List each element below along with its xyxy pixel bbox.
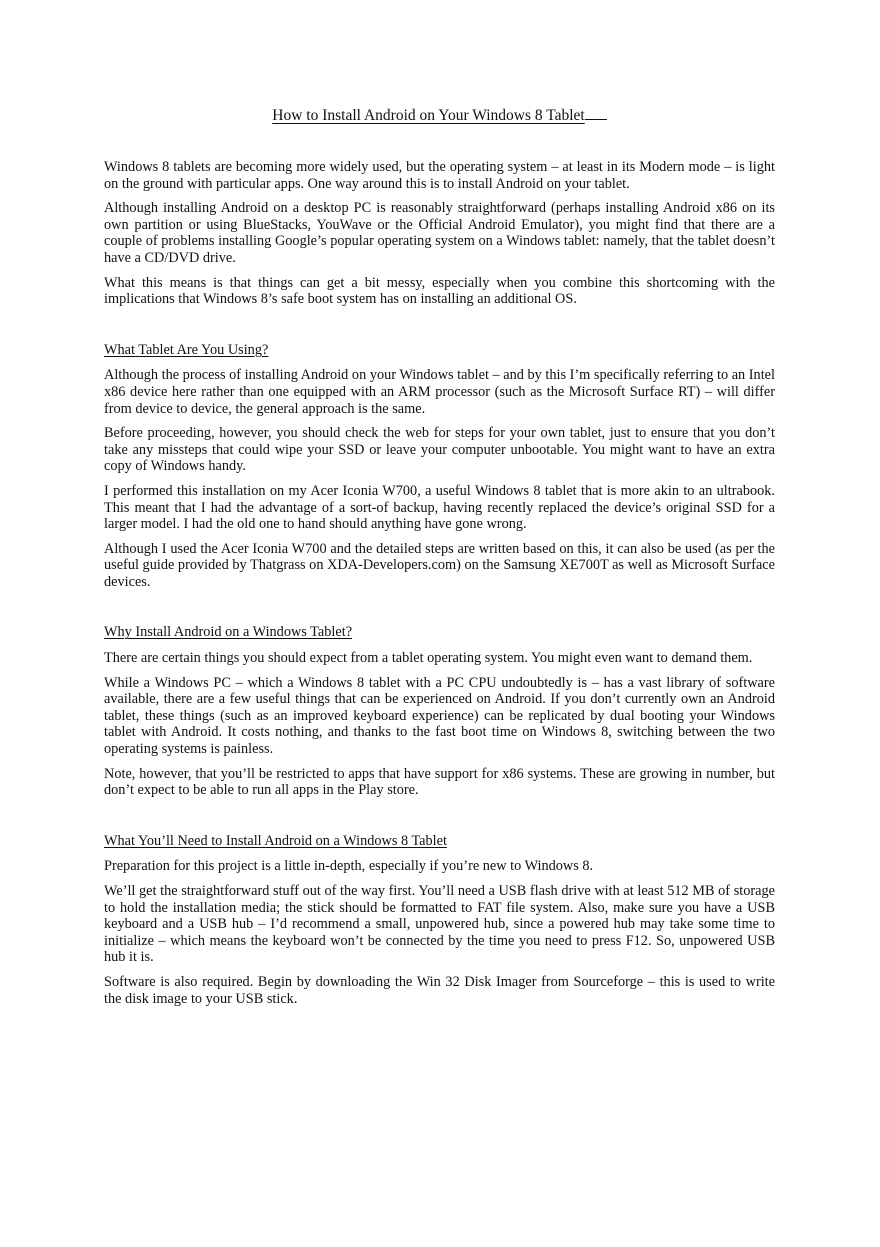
section-paragraph: Software is also required. Begin by downloading the Win 32 Disk Imager from Sourceforge – this is used to write the disk image to your USB stick.	[104, 973, 775, 1007]
document-title	[104, 104, 775, 127]
section-paragraph: Preparation for this project is a little in-depth, especially if you’re new to Windows 8.	[104, 858, 594, 875]
section-paragraph: There are certain things you should expect from a tablet operating system. You might even want to demand them.	[104, 650, 753, 667]
intro-paragraph: What this means is that things can get a bit messy, especially when you combine this shortcoming with the implications that Windows 8’s safe boot system has on installing an additional OS.	[104, 274, 775, 308]
section-paragraph: Although the process of installing Android on your Windows tablet – and by this I’m specifically referring to an Intel x86 device here rather than one equipped with an ARM processor (such as the Microsoft Surface RT) – will differ from device to device, the general approach is the same.	[104, 367, 775, 417]
document-title-text: How to Install Android on Your Windows 8 Tablet	[272, 107, 585, 124]
title-underline-trail	[585, 104, 607, 120]
section-why-install	[104, 624, 775, 798]
section-heading: What Tablet Are You Using?	[104, 341, 269, 358]
section-paragraph: Before proceeding, however, you should check the web for steps for your own tablet, just to ensure that you don’t take any missteps that could wipe your SSD or leave your computer unbootable. You might want to have an extra copy of Windows handy.	[104, 425, 775, 475]
section-paragraph: Although I used the Acer Iconia W700 and the detailed steps are written based on this, it can also be used (as per the useful guide provided by Thatgrass on XDA-Developers.com) on the Samsung XE700T as well as Microsoft Surface devices.	[104, 540, 775, 590]
section-paragraph: Note, however, that you’ll be restricted to apps that have support for x86 systems. These are growing in number, but don’t expect to be able to run all apps in the Play store.	[104, 765, 775, 799]
intro-paragraph: Windows 8 tablets are becoming more widely used, but the operating system – at least in its Modern mode – is light on the ground with particular apps. One way around this is to install Android on your tablet.	[104, 159, 775, 192]
intro-section	[104, 159, 775, 308]
section-heading: What You’ll Need to Install Android on a Windows 8 Tablet	[104, 832, 447, 849]
section-paragraph: While a Windows PC – which a Windows 8 tablet with a PC CPU undoubtedly is – has a vast library of software available, there are a few useful things that can be experienced on Android. If you don’t currently own an Android tablet, these things (such as an improved keyboard experience) can be replicated by dual booting your Windows tablet with Android. It costs nothing, and thanks to the fast boot time on Windows 8, switching between the two operating systems is painless.	[104, 674, 775, 758]
section-heading: Why Install Android on a Windows Tablet?	[104, 624, 353, 641]
intro-paragraph: Although installing Android on a desktop PC is reasonably straightforward (perhaps installing Android x86 on its own partition or using BlueStacks, YouWave or the Official Android Emulator), you might find that there are a couple of problems installing Google’s popular operating system on a Windows tablet: namely, that the tablet doesn’t have a CD/DVD drive.	[104, 200, 775, 266]
section-what-tablet	[104, 342, 775, 591]
document-page	[104, 0, 775, 1015]
section-paragraph: I performed this installation on my Acer Iconia W700, a useful Windows 8 tablet that is more akin to an ultrabook. This meant that I had the advantage of a sort-of backup, having recently replaced the device’s original SSD for a larger model. I had the old one to hand should anything have gone wrong.	[104, 482, 775, 533]
section-paragraph: We’ll get the straightforward stuff out of the way first. You’ll need a USB flash drive with at least 512 MB of storage to hold the installation media; the stick should be formatted to FAT file system. Also, make sure you have a USB keyboard and a USB hub – I’d recommend a small, unpowered hub, since a powered hub may take some time to initialize – which means the keyboard won’t be connected by the time you need to press F12. So, unpowered USB hub it is.	[104, 883, 775, 966]
section-what-you-need	[104, 833, 775, 1007]
